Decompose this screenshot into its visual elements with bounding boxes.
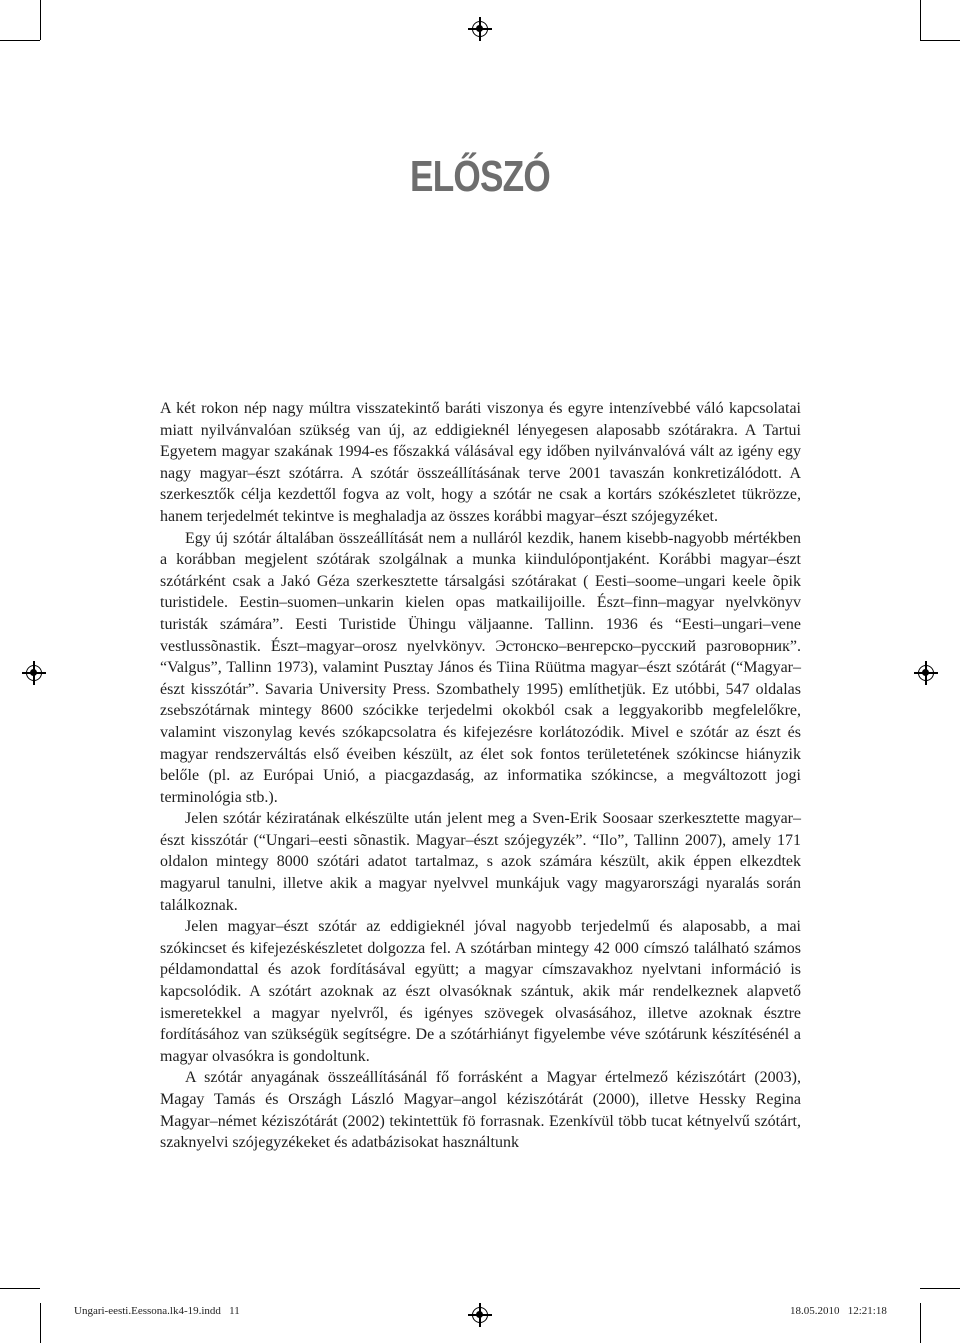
footer-timestamp: 18.05.2010 12:21:18 (790, 1305, 887, 1317)
footer-file-slug: Ungari-eesti.Eessona.lk4-19.indd 11 (74, 1305, 240, 1317)
crop-mark-bottom-right-h (920, 1288, 960, 1289)
crop-mark-bottom-left-h (0, 1288, 40, 1289)
registration-mark-top-icon (472, 21, 488, 37)
paragraph: A szótár anyagának összeállításánál fő forrásként a Magyar értelmező kéziszótárt (2003), Magay Tamás és Országh László Magyar–angol kéziszótárát (2000), illetve Hessky Regina Magyar–német kéziszótárát (2002) tekintettük fö forrasnak. Ezenkívül több tucat kétnyelvű szótárt, szaknyelvi szójegyzékeket és adatbázisokat használtunk (160, 1069, 801, 1152)
crop-mark-bottom-left-v (40, 1303, 41, 1343)
paragraph: Jelen magyar–észt szótár az eddigieknél jóval nagyobb terjedelmű és alaposabb, a mai szókincset és kifejezéskészletet dolgozza fel. A szótárban mintegy 42 000 címszó található számos példamondattal és azok fordításával együtt; a magyar címszavakhoz nyelvtani információ is kapcsolódik. A szótárt azoknak az észt olvasóknak szántuk, akik már rendelkeznek alapvető ismeretekkel a magyar nyelvről, és igényes szövegek olvasásához, illetve azoknak észtre fordításához van szükségük segítségre. De a szótárhiányt figyelembe véve szótárunk készítésénél a magyar olvasókra is gondoltunk. (160, 918, 801, 1065)
registration-mark-bottom-icon (472, 1307, 488, 1323)
crop-mark-top-right-h (920, 40, 960, 41)
crop-mark-top-left-v (40, 0, 41, 40)
paragraph: Egy új szótár általában összeállítását nem a nulláról kezdik, hanem kisebb-nagyobb mértékben a korábban megjelent szótárak szolgálnak a munka kiindulópontjaként. Korábbi magyar–észt szótárként csak a Jakó Géza szerkesztette társalgási szótárakat ( Eesti–soome–ungari keele õpik turistidele. Eestin–suomen–unkarin kielen opas matkailijoille. Észt–finn–magyar nyelvkönyv turisták számára”. Eesti Turistide Ühingu väljaanne. Tallinn. 1936 és “Eesti–ungari–vene vestlussõnastik. Észt–magyar–orosz nyelvkönyv. Эстонско–венгерско–русский разговорник”. “Valgus”, Tallinn 1973), valamint Pusztay János és Tiina Rüütma magyar–észt szótárát (“Magyar–észt kisszótár”. Savaria University Press. Szombathely 1995) említhetjük. Ez utóbbi, 547 oldalas zsebszótárnak mintegy 8600 szócikke terjedelmi okokból csak a leggyakoribb megfelelőkre, valamint viszonylag kevés szókapcsolatra és kifejezésre korlátozódik. Mivel e szótár az észt és magyar rendszerváltás első éveiben készült, az élet sok fontos területetének szókincse hiányzik belőle (pl. az Európai Unió, a piacgazdaság, az informatika szókincse, a megváltozott jogi terminológia stb.). (160, 529, 801, 806)
page-title: ELŐSZÓ (410, 152, 550, 201)
registration-mark-left-icon (26, 665, 42, 681)
crop-mark-top-left-h (0, 40, 40, 41)
paragraph: A két rokon nép nagy múltra visszatekintő baráti viszonya és egyre intenzívebbé váló kapcsolatai miatt nyilvánvalóan szükség van új, az eddigieknél lényegesen alaposabb szótárakra. A Tartui Egyetem magyar szakának 1994-es főszakká válásával egy időben nyilvánvalóvá vált az igény egy nagy magyar–észt szótárra. A szótár összeállításának terve 2001 tavaszán konkretizálódott. A szerkesztők célja kezdettől fogva az volt, hogy a szótár ne csak a kortárs szókészletet tükrözze, hanem terjedelmét tekintve is meghaladja az összes korábbi magyar–észt szójegyzéket. (160, 400, 801, 525)
crop-mark-bottom-right-v (920, 1303, 921, 1343)
body-text (160, 398, 801, 1154)
crop-mark-top-right-v (920, 0, 921, 40)
registration-mark-right-icon (918, 665, 934, 681)
paragraph: Jelen szótár kéziratának elkészülte után jelent meg a Sven-Erik Soosaar szerkesztette magyar–észt kisszótár (“Ungari–eesti sõnastik. Magyar–észt szójegyzék”. “Ilo”, Tallinn 2007), amely 171 oldalon mintegy 8000 szótári adatot tartalmaz, s azok számára készült, akik éppen elkezdtek magyarul tanulni, illetve akik a magyar nyelvvel munkájuk vagy magyarországi nyaralás során találkoznak. (160, 810, 801, 914)
